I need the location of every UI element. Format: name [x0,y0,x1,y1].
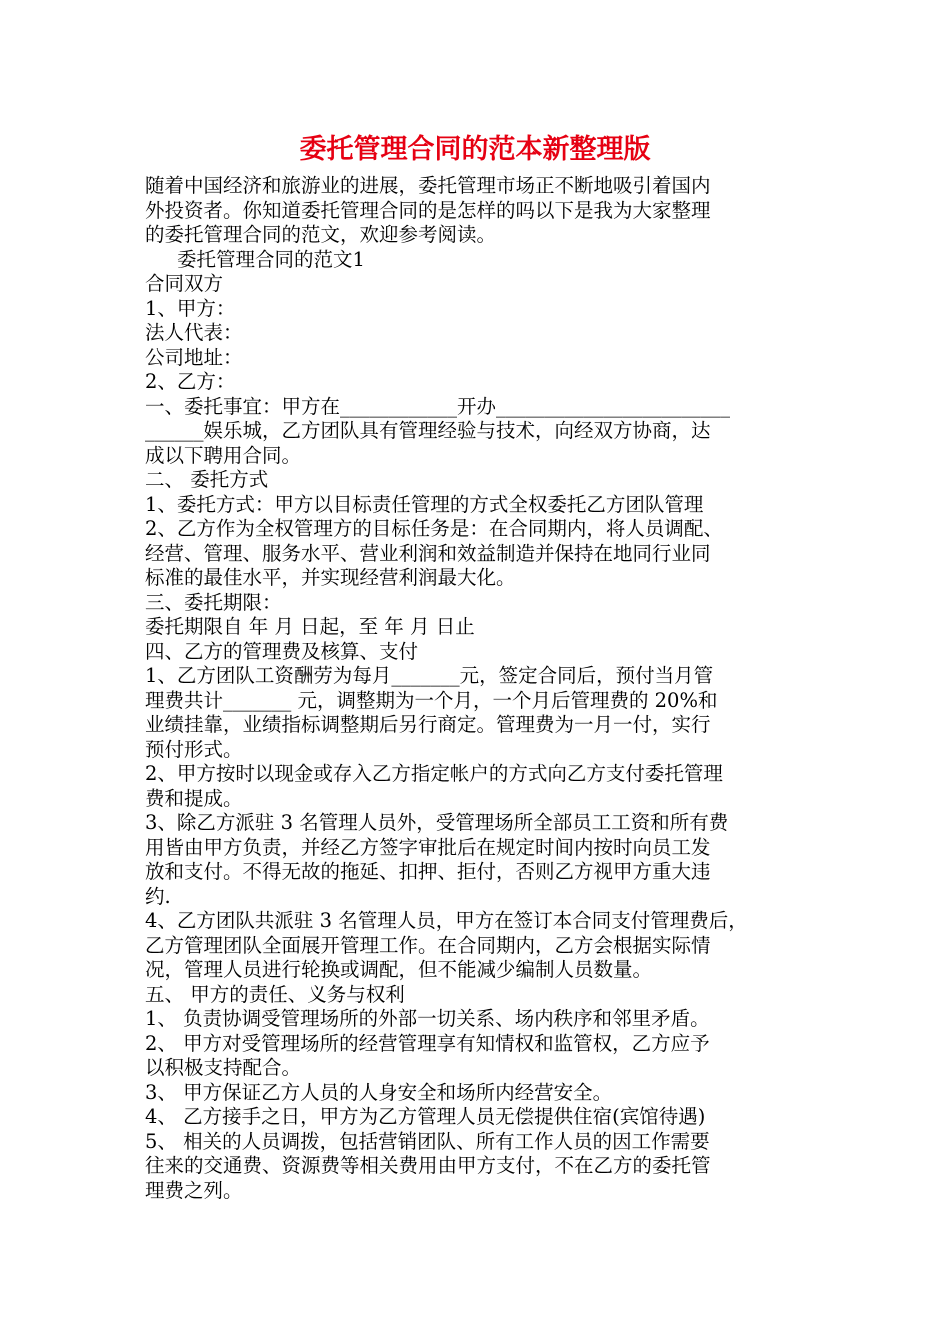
body-line: 1、 负责协调受管理场所的外部一切关系、场内秩序和邻里矛盾。 [145,1007,710,1030]
body-line: 三、委托期限： [145,590,282,614]
body-line: 二、 委托方式 [145,468,269,491]
body-line: 费和提成。 [145,786,243,810]
body-line: 1、甲方： [145,296,236,320]
body-line: 2、乙方： [145,370,236,393]
section-heading: 委托管理合同的范文1 [177,247,365,271]
body-line: 3、 甲方保证乙方人员的人身安全和场所内经营安全。 [145,1080,613,1104]
body-line: 五、 甲方的责任、义务与权利 [145,982,405,1006]
body-line: 以积极支持配合。 [145,1056,302,1079]
body-line: 1、乙方团队工资酬劳为每月_______元，签定合同后，预付当月管 [145,664,714,687]
body-line: 理费之列。 [145,1178,243,1202]
body-line: 外投资者。你知道委托管理合同的是怎样的吗以下是我为大家整理 [145,198,711,222]
document-title: 委托管理合同的范本新整理版 [299,134,651,165]
body-line: 委托期限自 年 月 日起，至 年 月 日止 [145,615,475,638]
body-line: 业绩挂靠，业绩指标调整期后另行商定。管理费为一月一付，实行 [145,713,711,736]
body-line: 约. [145,884,171,908]
body-line: 况，管理人员进行轮换或调配，但不能减少编制人员数量。 [145,958,653,981]
body-line: 随着中国经济和旅游业的进展，委托管理市场正不断地吸引着国内 [145,174,711,197]
body-line: 预付形式。 [145,737,243,761]
body-line: 公司地址： [145,345,243,369]
body-line: 理费共计_______ 元，调整期为一个月，一个月后管理费的 20%和 [145,688,718,712]
body-line: 用皆由甲方负责，并经乙方签字审批后在规定时间内按时向员工发 [145,835,711,859]
body-line: 2、 甲方对受管理场所的经营管理享有知情权和监管权，乙方应予 [145,1031,710,1055]
body-line: 2、甲方按时以现金或存入乙方指定帐户的方式向乙方支付委托管理 [145,762,723,785]
body-line: 1、委托方式：甲方以目标责任管理的方式全权委托乙方团队管理 [145,492,704,516]
body-line: 4、 乙方接手之日，甲方为乙方管理人员无偿提供住宿(宾馆待遇) [145,1105,706,1128]
document-body [145,174,820,1203]
body-line: 四、乙方的管理费及核算、支付 [145,639,419,663]
body-line: 成以下聘用合同。 [145,443,302,467]
body-line: 的委托管理合同的范文，欢迎参考阅读。 [145,223,497,246]
body-line: 2、乙方作为全权管理方的目标任务是：在合同期内，将人员调配、 [145,517,723,540]
body-line: 往来的交通费、资源费等相关费用由甲方支付，不在乙方的委托管 [145,1154,711,1177]
body-line: 法人代表： [145,321,243,344]
body-line: 乙方管理团队全面展开管理工作。在合同期内，乙方会根据实际情 [145,933,711,957]
body-line: 5、 相关的人员调拨，包括营销团队、所有工作人员的因工作需要 [145,1129,710,1153]
body-line: 放和支付。不得无故的拖延、扣押、拒付，否则乙方视甲方重大违 [145,860,711,883]
body-line: 一、委托事宜：甲方在____________开办________________________ [145,394,731,418]
body-line: 经营、管理、服务水平、营业利润和效益制造并保持在地同行业同 [145,541,711,565]
body-line: 标准的最佳水平，并实现经营利润最大化。 [145,566,516,589]
body-line: ______娱乐城，乙方团队具有管理经验与技术，向经双方协商，达 [145,419,711,442]
body-line: 4、乙方团队共派驻 3 名管理人员，甲方在签订本合同支付管理费后， [145,909,748,932]
body-line: 3、除乙方派驻 3 名管理人员外，受管理场所全部员工工资和所有费 [145,811,729,834]
body-line: 合同双方 [145,272,224,295]
